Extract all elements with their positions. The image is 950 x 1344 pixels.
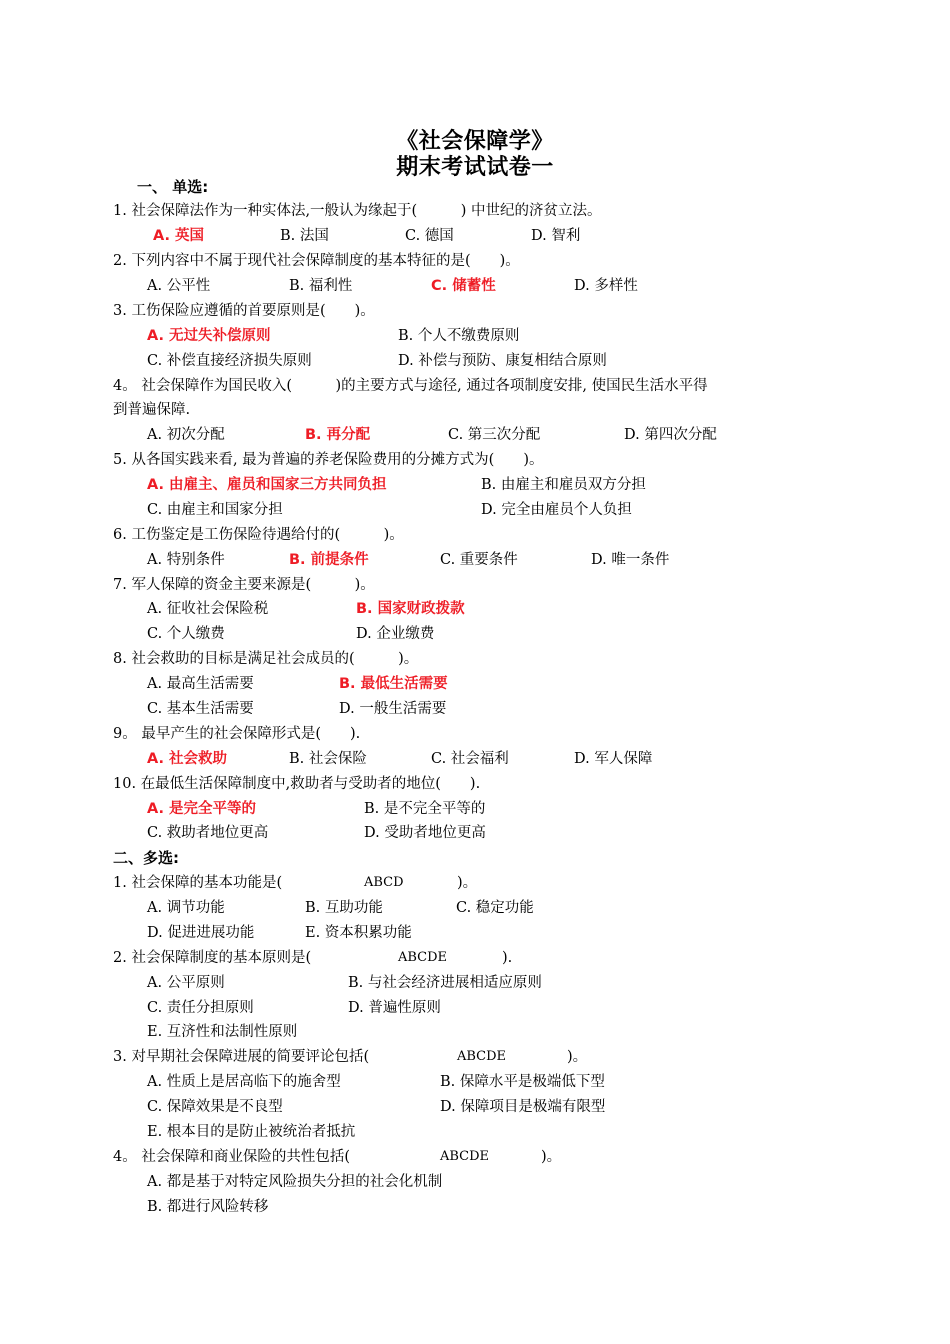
q10-option-a: A. 是完全平等的: [147, 801, 257, 817]
q9-option-b: B. 社会保险: [289, 751, 367, 767]
q3-option-b: B. 个人不缴费原则: [398, 328, 520, 344]
m4-stem: 4。 社会保障和商业保险的共性包括(: [113, 1149, 350, 1165]
q5-option-a: A. 由雇主、雇员和国家三方共同负担: [147, 477, 387, 493]
q6-option-b: B. 前提条件: [289, 552, 369, 568]
m4-stem-close: )。: [541, 1149, 562, 1165]
m3-option-e: E. 根本目的是防止被统治者抵抗: [147, 1124, 356, 1140]
m1-option-d: D. 促进进展功能: [147, 925, 255, 941]
m3-option-c: C. 保障效果是不良型: [147, 1099, 283, 1115]
q9-option-a: A. 社会救助: [147, 751, 228, 767]
q9-option-d: D. 军人保障: [574, 751, 653, 767]
q5-option-c: C. 由雇主和国家分担: [147, 502, 283, 518]
q1-option-b: B. 法国: [280, 228, 329, 244]
q10-stem: 10. 在最低生活保障制度中,救助者与受助者的地位( ).: [113, 776, 481, 792]
q2-option-c: C. 储蓄性: [431, 278, 496, 294]
q3-option-a: A. 无过失补偿原则: [147, 328, 271, 344]
q4-stem-continued: 到普遍保障.: [113, 402, 191, 418]
m2-answer: ABCDE: [398, 950, 448, 965]
q1-option-c: C. 德国: [405, 228, 454, 244]
exam-title: 《社会保障学》: [396, 129, 554, 154]
q4-option-b: B. 再分配: [305, 427, 371, 443]
m2-option-c: C. 责任分担原则: [147, 1000, 254, 1016]
q2-option-d: D. 多样性: [574, 278, 638, 294]
q6-option-a: A. 特别条件: [147, 552, 225, 568]
m3-stem: 3. 对早期社会保障进展的简要评论包括(: [113, 1049, 370, 1065]
q5-option-d: D. 完全由雇员个人负担: [481, 502, 632, 518]
m2-option-a: A. 公平原则: [147, 975, 225, 991]
q10-option-d: D. 受助者地位更高: [364, 825, 486, 841]
m4-answer: ABCDE: [440, 1149, 490, 1164]
m3-option-a: A. 性质上是居高临下的施舍型: [147, 1074, 341, 1090]
section-single-choice: 一、 单选:: [137, 178, 209, 196]
m2-stem: 2. 社会保障制度的基本原则是(: [113, 950, 312, 966]
q9-option-c: C. 社会福利: [431, 751, 509, 767]
m4-option-b: B. 都进行风险转移: [147, 1199, 269, 1215]
m1-stem: 1. 社会保障的基本功能是(: [113, 875, 283, 891]
m1-option-c: C. 稳定功能: [456, 900, 534, 916]
q2-stem: 2. 下列内容中不属于现代社会保障制度的基本特征的是( )。: [113, 253, 520, 269]
m2-option-e: E. 互济性和法制性原则: [147, 1024, 298, 1040]
q6-option-c: C. 重要条件: [440, 552, 518, 568]
q3-option-c: C. 补偿直接经济损失原则: [147, 353, 312, 369]
m3-stem-close: )。: [567, 1049, 588, 1065]
q5-stem: 5. 从各国实践来看, 最为普遍的养老保险费用的分摊方式为( )。: [113, 452, 544, 468]
q10-option-b: B. 是不完全平等的: [364, 801, 486, 817]
m1-option-e: E. 资本积累功能: [305, 925, 412, 941]
q1-option-d: D. 智利: [531, 228, 581, 244]
m2-option-d: D. 普遍性原则: [348, 1000, 441, 1016]
q9-stem: 9。 最早产生的社会保障形式是( ).: [113, 726, 361, 742]
q1-stem: 1. 社会保障法作为一种实体法,一般认为缘起于( ) 中世纪的济贫立法。: [113, 203, 602, 219]
q6-stem: 6. 工伤鉴定是工伤保险待遇给付的( )。: [113, 527, 404, 543]
m4-option-a: A. 都是基于对特定风险损失分担的社会化机制: [147, 1174, 443, 1190]
q2-option-a: A. 公平性: [147, 278, 211, 294]
q8-option-c: C. 基本生活需要: [147, 701, 254, 717]
q4-option-a: A. 初次分配: [147, 427, 225, 443]
m3-option-d: D. 保障项目是极端有限型: [440, 1099, 606, 1115]
m1-stem-close: )。: [457, 875, 478, 891]
q8-stem: 8. 社会救助的目标是满足社会成员的( )。: [113, 651, 419, 667]
q8-option-d: D. 一般生活需要: [339, 701, 447, 717]
q3-option-d: D. 补偿与预防、康复相结合原则: [398, 353, 607, 369]
q4-stem: 4。 社会保障作为国民收入( )的主要方式与途径, 通过各项制度安排, 使国民生活水平得: [113, 378, 708, 394]
q7-stem: 7. 军人保障的资金主要来源是( )。: [113, 577, 375, 593]
m3-option-b: B. 保障水平是极端低下型: [440, 1074, 605, 1090]
m2-option-b: B. 与社会经济进展相适应原则: [348, 975, 542, 991]
m1-option-b: B. 互助功能: [305, 900, 383, 916]
q3-stem: 3. 工伤保险应遵循的首要原则是( )。: [113, 303, 375, 319]
q5-option-b: B. 由雇主和雇员双方分担: [481, 477, 646, 493]
q7-option-a: A. 征收社会保险税: [147, 601, 269, 617]
m1-answer: ABCD: [364, 875, 404, 890]
q8-option-b: B. 最低生活需要: [339, 676, 448, 692]
q8-option-a: A. 最高生活需要: [147, 676, 254, 692]
q2-option-b: B. 福利性: [289, 278, 353, 294]
exam-subtitle: 期末考试试卷一: [396, 155, 554, 180]
m3-answer: ABCDE: [457, 1049, 507, 1064]
section-multiple-choice: 二、多选:: [113, 849, 179, 867]
m2-stem-close: ).: [502, 950, 513, 966]
q7-option-b: B. 国家财政拨款: [356, 601, 465, 617]
q7-option-d: D. 企业缴费: [356, 626, 435, 642]
q4-option-d: D. 第四次分配: [624, 427, 717, 443]
q4-option-c: C. 第三次分配: [448, 427, 541, 443]
q1-option-a: A. 英国: [153, 228, 205, 244]
q6-option-d: D. 唯一条件: [591, 552, 670, 568]
q10-option-c: C. 救助者地位更高: [147, 825, 269, 841]
q7-option-c: C. 个人缴费: [147, 626, 225, 642]
m1-option-a: A. 调节功能: [147, 900, 225, 916]
